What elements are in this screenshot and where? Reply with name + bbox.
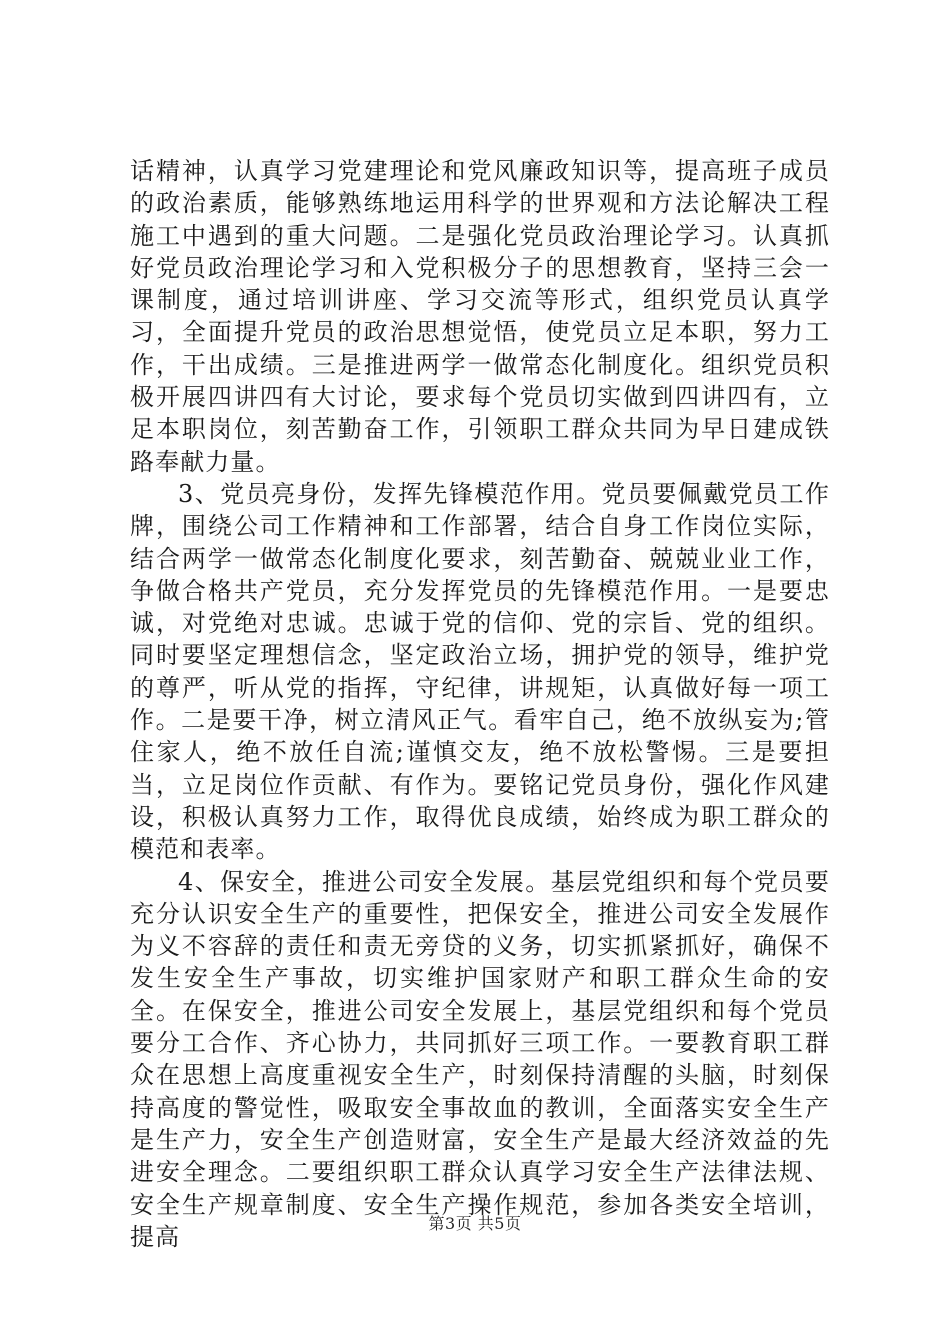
paragraph-2: 3、党员亮身份，发挥先锋模范作用。党员要佩戴党员工作牌，围绕公司工作精神和工作部署，结合自身工作岗位实际，结合两学一做常态化制度化要求，刻苦勤奋、兢兢业业工作，争做合格共产党员，充分发挥党员的先锋模范作用。一是要忠诚，对党绝对忠诚。忠诚于党的信仰、党的宗旨、党的组织。同时要坚定理想信念，坚定政治立场，拥护党的领导，维护党的尊严，听从党的指挥，守纪律，讲规矩，认真做好每一项工作。二是要干净，树立清风正气。看牢自己，绝不放纵妄为;管住家人，绝不放任自流;谨慎交友，绝不放松警惕。三是要担当，立足岗位作贡献、有作为。要铭记党员身份，强化作风建设，积极认真努力工作，取得优良成绩，始终成为职工群众的模范和表率。 [130,479,830,864]
paragraph-1: 话精神，认真学习党建理论和党风廉政知识等，提高班子成员的政治素质，能够熟练地运用科学的世界观和方法论解决工程施工中遇到的重大问题。二是强化党员政治理论学习。认真抓好党员政治理论学习和入党积极分子的思想教育，坚持三会一课制度，通过培训讲座、学习交流等形式，组织党员认真学习，全面提升党员的政治思想觉悟，使党员立足本职，努力工作，干出成绩。三是推进两学一做常态化制度化。组织党员积极开展四讲四有大讨论，要求每个党员切实做到四讲四有，立足本职岗位，刻苦勤奋工作，引领职工群众共同为早日建成铁路奉献力量。 [130,157,830,476]
document-body [130,155,830,1253]
page-footer: 第3页 共5页 [428,1214,522,1233]
paragraph-3: 4、保安全，推进公司安全发展。基层党组织和每个党员要充分认识安全生产的重要性，把保安全，推进公司安全发展作为义不容辞的责任和责无旁贷的义务，切实抓紧抓好，确保不发生安全生产事故，切实维护国家财产和职工群众生命的安全。在保安全，推进公司安全发展上，基层党组织和每个党员要分工合作、齐心协力，共同抓好三项工作。一要教育职工群众在思想上高度重视安全生产，时刻保持清醒的头脑，时刻保持高度的警觉性，吸取安全事故血的教训，全面落实安全生产是生产力，安全生产创造财富，安全生产是最大经济效益的先进安全理念。二要组织职工群众认真学习安全生产法律法规、安全生产规章制度、安全生产操作规范，参加各类安全培训，提高 [130,867,830,1251]
